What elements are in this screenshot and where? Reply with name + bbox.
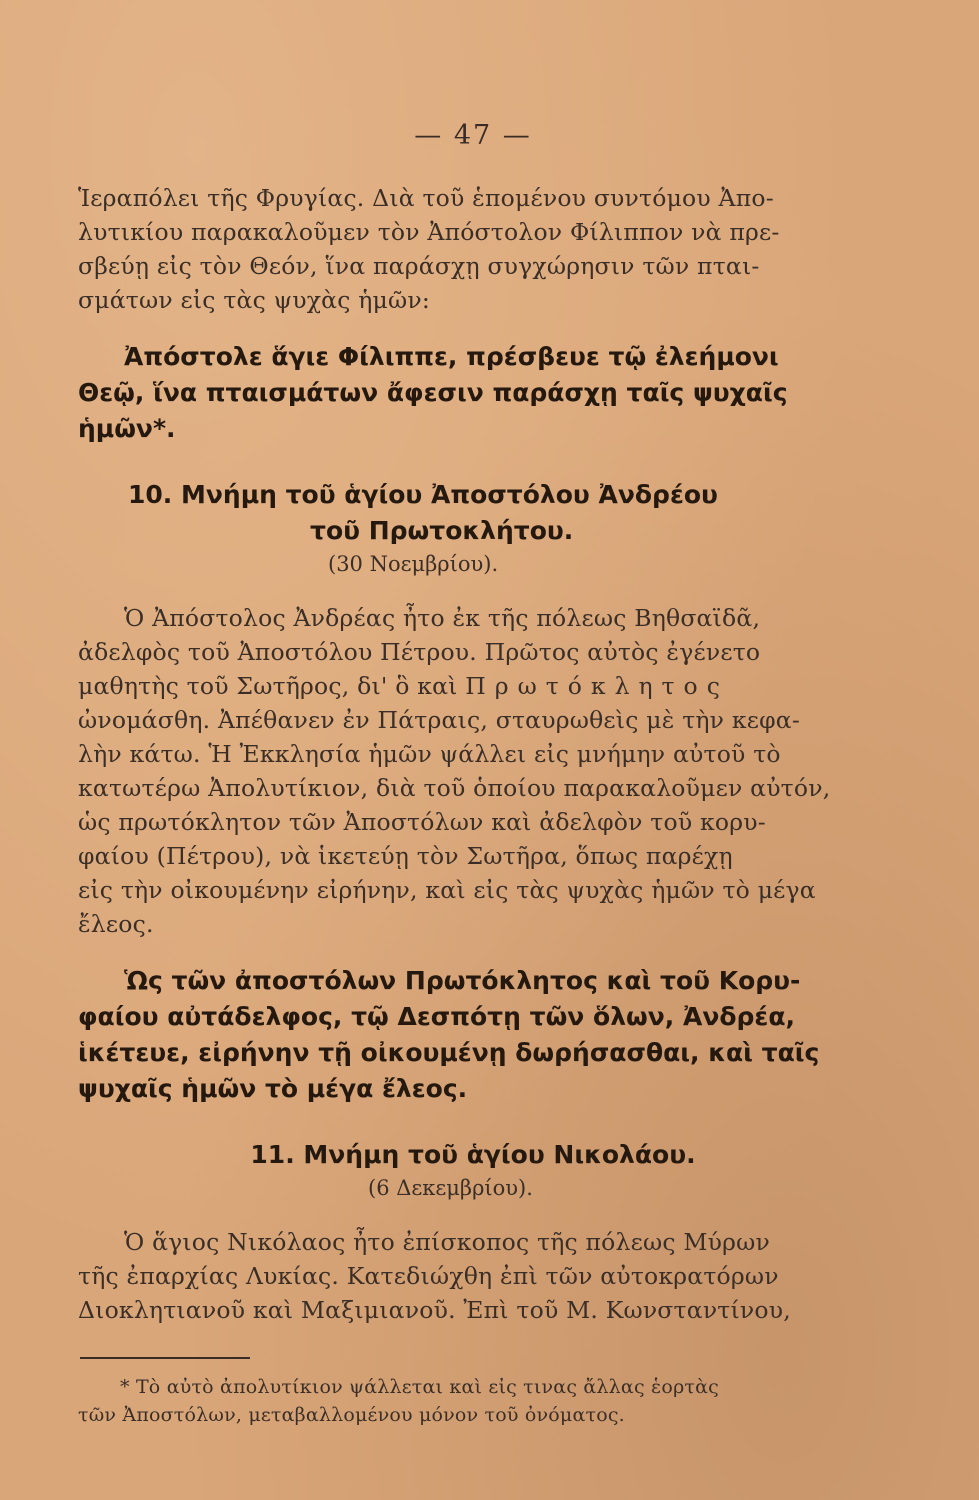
body-line: ὠνομάσθη. Ἀπέθανεν ἐν Πάτραις, σταυρωθεὶς μὲ τὴν κεφα-: [78, 706, 800, 734]
hymn-line: ἱκέτευε, εἰρήνην τῇ οἰκουμένῃ δωρήσασθαι, καὶ ταῖς: [78, 1038, 820, 1067]
section-heading: 10. Μνήμη τοῦ ἁγίου Ἀποστόλου Ἀνδρέου: [128, 480, 718, 509]
intro-line: λυτικίου παρακαλοῦμεν τὸν Ἀπόστολον Φίλιππον νὰ πρε-: [78, 218, 780, 246]
body-line: ὡς πρωτόκλητον τῶν Ἀποστόλων καὶ ἀδελφὸν τοῦ κορυ-: [78, 808, 766, 836]
body-line: Ὁ ἅγιος Νικόλαος ἦτο ἐπίσκοπος τῆς πόλεως Μύρων: [124, 1228, 770, 1256]
intro-line: Ἱεραπόλει τῆς Φρυγίας. Διὰ τοῦ ἑπομένου συντόμου Ἀπο-: [78, 184, 774, 212]
section-10-body: [78, 601, 868, 941]
body-line: τῆς ἐπαρχίας Λυκίας. Κατεδιώχθη ἐπὶ τῶν αὐτοκρατόρων: [78, 1262, 779, 1290]
book-page: [78, 120, 868, 1429]
intro-line: σβεύῃ εἰς τὸν Θεόν, ἵνα παράσχῃ συγχώρησιν τῶν πται-: [78, 252, 760, 280]
body-line: ἔλεος.: [78, 910, 154, 938]
hymn-line: Ἀπόστολε ἅγιε Φίλιππε, πρέσβευε τῷ ἐλεήμονι: [124, 342, 779, 371]
section-heading: 11. Μνήμη τοῦ ἁγίου Νικολάου.: [250, 1140, 696, 1169]
section-10-heading: [78, 477, 868, 579]
page-number: — 47 —: [414, 120, 532, 151]
footnote-line: * Τὸ αὐτὸ ἀπολυτίκιον ψάλλεται καὶ εἰς τινας ἄλλας ἑορτὰς: [120, 1376, 720, 1398]
body-line: φαίου (Πέτρου), νὰ ἱκετεύῃ τὸν Σωτῆρα, ὅπως παρέχῃ: [78, 842, 733, 870]
feast-date: (30 Νοεμβρίου).: [328, 552, 499, 576]
hymn-line: ψυχαῖς ἡμῶν τὸ μέγα ἔλεος.: [78, 1074, 468, 1103]
footnote-divider: [80, 1357, 250, 1359]
section-11-body: [78, 1225, 868, 1327]
emphasized-word: Πρωτόκλητος: [465, 672, 729, 700]
intro-paragraph: [78, 181, 868, 317]
body-line: Ὁ Ἀπόστολος Ἀνδρέας ἦτο ἐκ τῆς πόλεως Βηθσαϊδᾶ,: [124, 604, 761, 632]
feast-date: (6 Δεκεμβρίου).: [368, 1176, 533, 1200]
body-line: κατωτέρω Ἀπολυτίκιον, διὰ τοῦ ὁποίου παρακαλοῦμεν αὐτόν,: [78, 774, 831, 802]
footnote: [78, 1373, 868, 1429]
body-line: εἰς τὴν οἰκουμένην εἰρήνην, καὶ εἰς τὰς ψυχὰς ἡμῶν τὸ μέγα: [78, 876, 816, 904]
hymn-line: Θεῷ, ἵνα πταισμάτων ἄφεσιν παράσχῃ ταῖς ψυχαῖς: [78, 378, 788, 407]
body-line: Διοκλητιανοῦ καὶ Μαξιμιανοῦ. Ἐπὶ τοῦ Μ. Κωνσταντίνου,: [78, 1296, 791, 1324]
hymn-line: φαίου αὐτάδελφος, τῷ Δεσπότῃ τῶν ὅλων, Ἀνδρέα,: [78, 1002, 796, 1031]
body-line: μαθητὴς τοῦ Σωτῆρος, δι' ὃ καὶ: [78, 672, 466, 700]
body-line: ἀδελφὸς τοῦ Ἀποστόλου Πέτρου. Πρῶτος αὐτὸς ἐγένετο: [78, 638, 761, 666]
section-heading-continued: τοῦ Πρωτοκλήτου.: [310, 516, 574, 545]
intro-line: σμάτων εἰς τὰς ψυχὰς ἡμῶν:: [78, 286, 430, 314]
hymn-line: Ὡς τῶν ἀποστόλων Πρωτόκλητος καὶ τοῦ Κορυ-: [124, 966, 801, 995]
footnote-line: τῶν Ἀποστόλων, μεταβαλλομένου μόνον τοῦ ὀνόματος.: [78, 1404, 625, 1426]
hymn-philip: [78, 339, 868, 447]
hymn-line: ἡμῶν*.: [78, 414, 176, 443]
hymn-andrew: [78, 963, 868, 1107]
section-11-heading: [78, 1137, 868, 1203]
body-line: λὴν κάτω. Ἡ Ἐκκλησία ἡμῶν ψάλλει εἰς μνήμην αὐτοῦ τὸ: [78, 740, 781, 768]
